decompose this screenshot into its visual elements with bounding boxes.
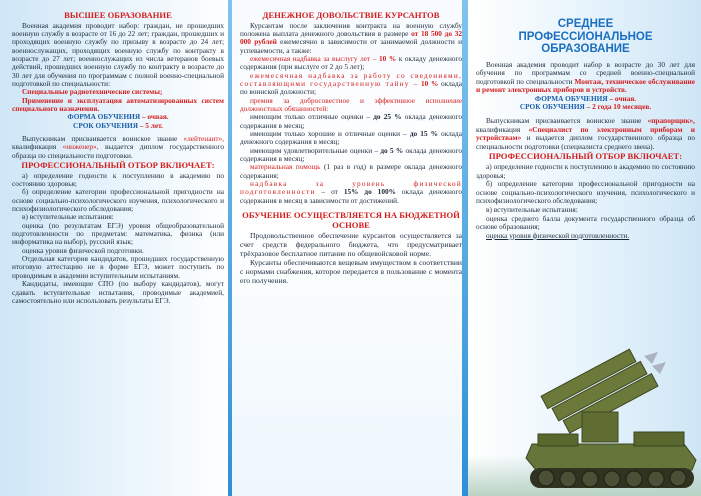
missile-launcher-image [524,348,700,496]
higher-education-intro: Военная академия проводит набор: граждан, не прошедших военную службу в возрасте от 16 до 22 лет; граждан, прошедших и проходящих военную службу по призыву в возрасте до 24 лет; военнослужащих, проходящих военную службу по контракту в возрасте до 27 лет; военнослужащих из числа ветеранов боевых действий, прошедших военную службу по контракту в возрасте до 30 лет для обучения по программам с полной военно-специальной подготовкой по специальности: [12,20,224,88]
prize-good: имеющим только хорошие и отличные оценки – до 15 % оклада денежного содержания в месяц; [240,129,462,147]
selection-item-c-spo: в) вступительные испытания: [486,205,578,214]
column-higher-education [0,0,232,496]
selection-item-c2-spo: оценка уровня физической подготовленности. [486,230,630,240]
selection-item-c1-spo: оценка среднего балла документа государственного образца об основе образования; [476,213,695,232]
category-text: Отдельная категория кандидатов, прошедших государственную итоговую аттестацию не в форме ЕГЭ, может поступить по проводимым в академии вступительным испытаниям. [12,254,224,280]
specialty-name: Применение и эксплуатация автоматизированных систем специального назначения. [12,95,224,114]
clothing-text: Курсанты обеспечиваются вещевым имуществом в соответствии с нормами снабжения, которое передается в пользование с момента его получения. [240,258,462,286]
column-allowance [232,0,468,496]
selection-title: ПРОФЕССИОНАЛЬНЫЙ ОТБОР ВКЛЮЧАЕТ: [21,160,215,171]
selection-item-c2: оценка уровня физической подготовки. [22,245,144,255]
selection-title-spo: ПРОФЕССИОНАЛЬНЫЙ ОТБОР ВКЛЮЧАЕТ: [488,151,683,162]
prize-excellent: имеющим только отличные оценки – до 25 % оклада денежного содержания в месяц; [240,112,463,130]
secondary-education-title: СРЕДНЕЕ ПРОФЕССИОНАЛЬНОЕ ОБРАЗОВАНИЕ [518,18,653,55]
selection-item-b-spo: б) определение категории профессиональной пригодности на основе социально-психологического изучения, психологического и психофизиологического обследования; [476,179,695,206]
allowance-title: ДЕНЕЖНОЕ ДОВОЛЬСТВИЕ КУРСАНТОВ [262,10,440,20]
bonus-service-years: ежемесячная надбавка за выслугу лет – 10 % к окладу денежного содержания (при выслуге от 2 до 5 лет); [240,53,462,72]
study-form-spo: ФОРМА ОБУЧЕНИЯ – очная. [534,93,637,103]
study-form: ФОРМА ОБУЧЕНИЯ – очная. [67,112,169,122]
study-term-spo: СРОК ОБУЧЕНИЯ – 2 года 10 месяцев. [519,102,652,112]
spo-text: Кандидаты, имеющие СПО (по выбору кандидатов), могут сдавать вступительные испытания, проводимые академией, самостоятельно или использовать результаты ЕГЭ. [12,279,224,305]
selection-item-c1: оценка (по результатам ЕГЭ) уровня общеобразовательной подготовленности по предметам: математика, физика (или информатика на выбор), русский язык; [12,220,224,247]
selection-item-a: а) определение годности к поступлению в академию по состоянию здоровья; [12,170,224,189]
selection-item-c: в) вступительные испытания: [22,212,114,222]
physical-bonus: надбавка за уровень физической подготовленности – от 15% до 100% оклада денежного содержания в месяц в зависимости от достижений. [240,179,463,205]
graduate-text: Выпускникам присваивается воинское звание «лейтенант», квалификация «инженер», выдается диплом государственного образца по специальности подготовки. [12,134,225,160]
food-text: Продовольственное обеспечение курсантов осуществляется за счет средств федерального бюджета, что предусматривает трёхразовое бесплатное питание по общевойсковой норме. [240,231,462,259]
allowance-intro: Курсантам после заключения контракта на военную службу положена выплата денежного довольствия в размере от 18 500 до 32 000 рублей ежемесячно в зависимости от занимаемой должности и успеваемости, а также: [240,20,463,55]
study-term: СРОК ОБУЧЕНИЯ – 5 лет. [73,120,163,130]
selection-item-a-spo: а) определение годности к поступлению в академию по состоянию здоровья; [476,162,695,180]
secondary-education-intro: Военная академия проводит набор в возрасте до 30 лет для обучения по программам со средней военно-специальной подготовкой по специальности Монтаж, техническое обслуживание и ремонт электронных приборов и устройств. [476,59,695,95]
budget-title: ОБУЧЕНИЕ ОСУЩЕСТВЛЯЕТСЯ НА БЮДЖЕТНОЙ ОСНОВЕ [242,210,460,230]
graduate-text-spo: Выпускникам присваивается воинское звание «прапорщик», квалификация «Специалист по электронным приборам и устройствам» и выдается диплом государственного образца по специальности подготовки (специалиста среднего звена). [476,116,695,151]
prize-label: премия за добросовестное и эффективное исполнение должностных обязанностей: [240,95,462,114]
material-aid: материальная помощь (1 раз в год) в размере оклада денежного содержания; [240,162,463,180]
specialty-label: Специальные радиотехнические системы; [22,87,163,97]
higher-education-title: ВЫСШЕЕ ОБРАЗОВАНИЕ [64,10,172,20]
prize-satisfactory: имеющим удовлетворительные оценки – до 5 % оклада денежного содержания в месяц; [240,145,462,164]
selection-item-b: б) определение категории профессиональной пригодности на основе социально-психологического изучения, психологического и психофизиологического обследования; [12,187,224,214]
bonus-state-secret: ежемесячная надбавка за работу со сведениями, составляющими государственную тайну – 10 % оклада по воинской должности; [240,70,462,97]
